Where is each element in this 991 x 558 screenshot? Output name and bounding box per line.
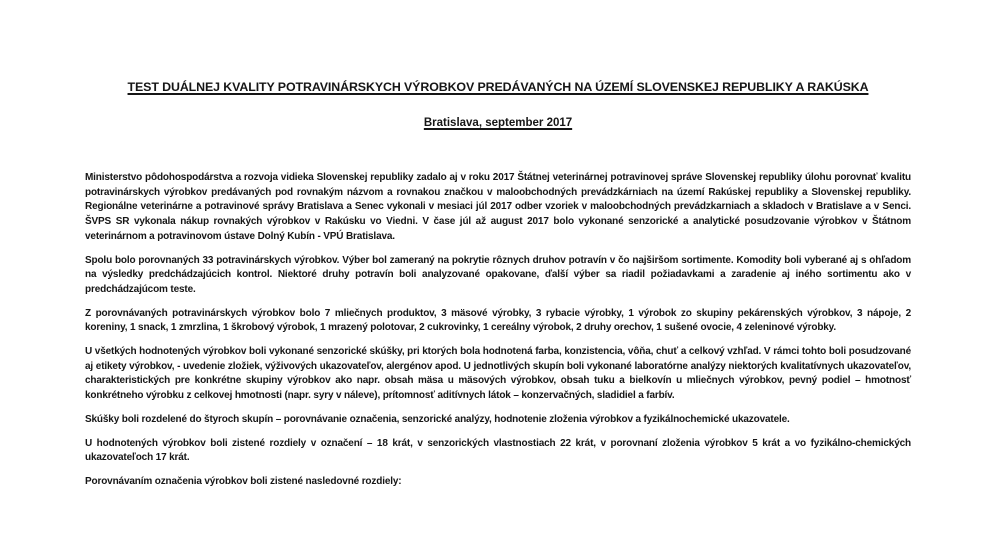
document-title: TEST DUÁLNEJ KVALITY POTRAVINÁRSKYCH VÝROBKOV PREDÁVANÝCH NA ÚZEMÍ SLOVENSKEJ REPUBLIKY A RAKÚSKA	[127, 80, 869, 94]
document-body	[85, 171, 911, 490]
paragraph-test-groups: Skúšky boli rozdelené do štyroch skupín – porovnávanie označenia, senzorické analýzy, hodnotenie zloženia výrobkov a fyzikálnochemické ukazovatele.	[85, 413, 790, 425]
paragraph-intro: Ministerstvo pôdohospodárstva a rozvoja vidieka Slovenskej republiky zadalo aj v roku 2017 Štátnej veterinárnej potravinovej správe Slovenskej republiky úlohu porovnať kvalitu potravinárskych výrobkov predávaných pod rovnakým názvom a rovnakou značkou v maloobchodných prevádzkárniach na území Rakúskej republiky a Slovenskej republiky. Regionálne veterinárne a potravinové správy Bratislava a Senec vykonali v mesiaci júl 2017 odber vzoriek v maloobchodných prevádzkarniach a skladoch v Bratislave a v Senci. ŠVPS SR vykonala nákup rovnakých výrobkov v Rakúsku vo Viedni. V čase júl až august 2017 bolo vykonané senzorické a analytické posudzovanie výrobkov v Štátnom veterinárnom a potravinovom ústave Dolný Kubín - VPÚ Bratislava.	[85, 172, 911, 242]
document-subtitle: Bratislava, september 2017	[423, 117, 573, 129]
paragraph-sensory-tests: U všetkých hodnotených výrobkov boli vykonané senzorické skúšky, pri ktorých bola hodnotená farba, konzistencia, vôňa, chuť a celkový vzhľad. V rámci tohto boli posudzované aj etikety výrobkov, - uvedenie zložiek, výživových ukazovateľov, alergénov apod. U jednotlivých skupín boli vykonané laboratórne analýzy niektorých kvalitatívnych ukazovateľov, charakteristických pre konkrétne skupiny výrobkov ako napr. obsah mäsa u mäsových výrobkov, obsah tuku a bielkovín u mliečnych výrobkov, pevný podiel – hmotnosť konkrétneho výrobku z celkovej hmotnosti (napr. syry v náleve), prítomnosť aditívnych látok – konzervačných, sladidiel a farbív.	[85, 346, 911, 402]
paragraph-sample-count: Spolu bolo porovnaných 33 potravinárskych výrobkov. Výber bol zameraný na pokrytie rôznych druhov potravín v čo najširšom sortimente. Komodity boli vyberané aj s ohľadom na výsledky predchádzajúcich kontrol. Niektoré druhy potravín boli analyzované opakovane, ďalší výber sa riadil požiadavkami a zaradenie aj iného sortimentu ako v predchádzajúcom teste.	[85, 254, 911, 295]
document-content	[85, 0, 911, 499]
paragraph-differences-found: U hodnotených výrobkov boli zistené rozdiely v označení – 18 krát, v senzorických vlastnostiach 22 krát, v porovnaní zloženia výrobkov 5 krát a vo fyzikálno-chemických ukazovateľoch 17 krát.	[85, 437, 911, 464]
paragraph-product-breakdown: Z porovnávaných potravinárskych výrobkov bolo 7 mliečnych produktov, 3 mäsové výrobky, 3 rybacie výrobky, 1 výrobok zo skupiny pekárenských výrobkov, 3 nápoje, 2 koreniny, 1 snack, 1 zmrzlina, 1 škrobový výrobok, 1 mrazený polotovar, 2 cukrovinky, 1 cereálny výrobok, 2 druhy orechov, 1 sušené ovocie, 4 zeleninové výrobky.	[85, 307, 911, 334]
paragraph-labeling-comparison-cutoff: Porovnávaním označenia výrobkov boli zistené nasledovné rozdiely:	[85, 475, 402, 487]
